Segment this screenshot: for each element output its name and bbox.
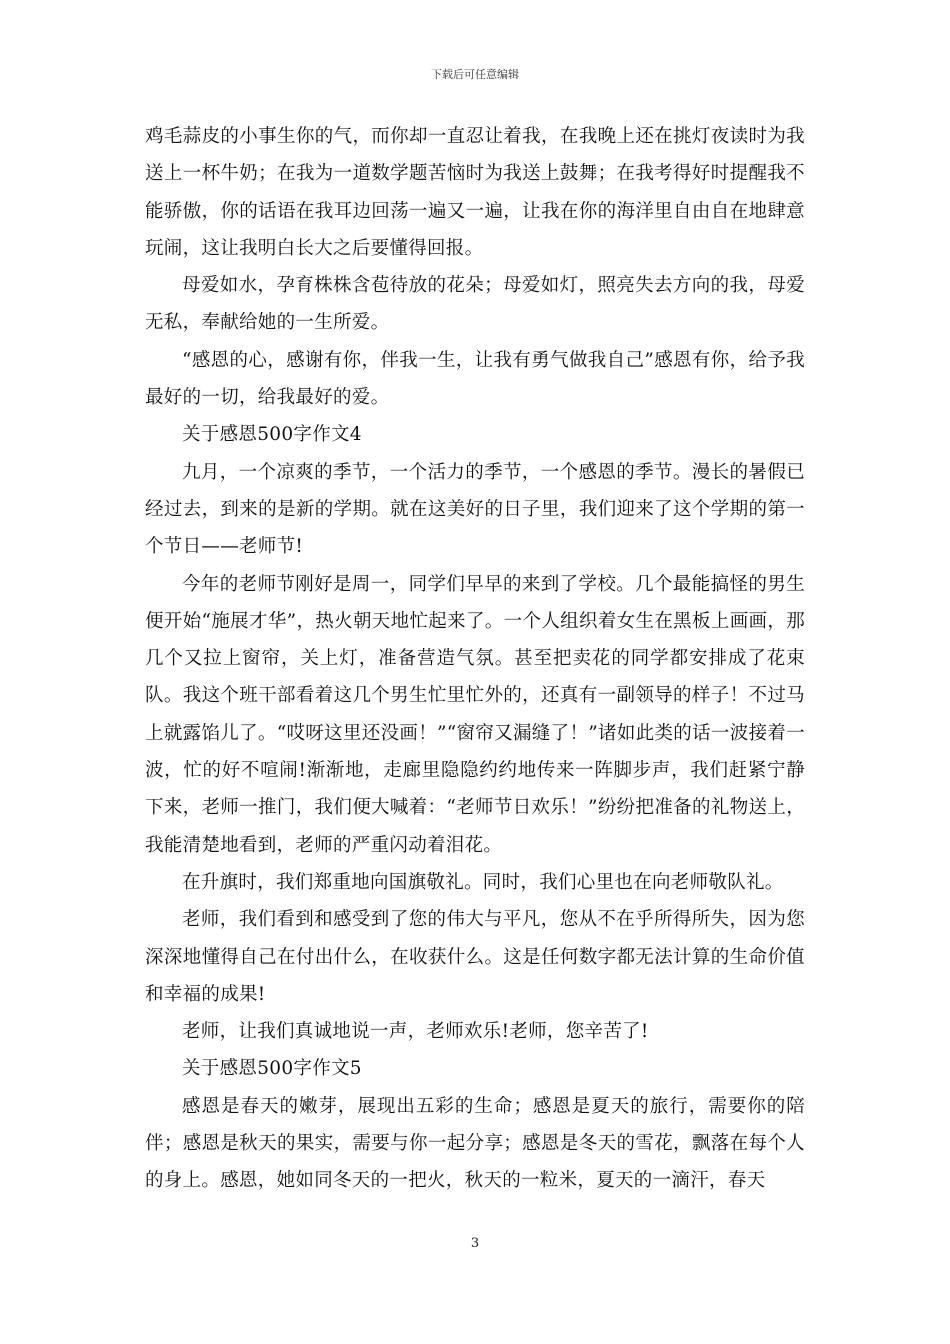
document-body [145, 118, 805, 1200]
section-heading: 关于感恩500字作文5 [182, 1058, 362, 1080]
paragraph: “感恩的心，感谢有你，伴我一生，让我有勇气做我自己”感恩有你，给予我最好的一切，给我最好的爱。 [145, 349, 805, 409]
paragraph: 今年的老师节刚好是周一，同学们早早的来到了学校。几个最能搞怪的男生便开始“施展才华”，热火朝天地忙起来了。一个人组织着女生在黑板上画画，那几个又拉上窗帘，关上灯，准备营造气氛。甚至把卖花的同学都安排成了花束队。我这个班干部看着这几个男生忙里忙外的，还真有一副领导的样子！不过马上就露馅儿了。“哎呀这里还没画！”“窗帘又漏缝了！”诸如此类的话一波接着一波，忙的好不喧闹!渐渐地，走廊里隐隐约约地传来一阵脚步声，我们赶紧宁静下来，老师一推门，我们便大喊着：“老师节日欢乐！”纷纷把准备的礼物送上，我能清楚地看到，老师的严重闪动着泪花。 [145, 573, 805, 856]
paragraph: 在升旗时，我们郑重地向国旗敬礼。同时，我们心里也在向老师敬队礼。 [182, 871, 784, 893]
paragraph: 母爱如水，孕育株株含苞待放的花朵；母爱如灯，照亮失去方向的我，母爱无私，奉献给她的一生所爱。 [145, 275, 805, 334]
paragraph: 老师，我们看到和感受到了您的伟大与平凡，您从不在乎所得所失，因为您深深地懂得自己在付出什么，在收获什么。这是任何数字都无法计算的生命价值和幸福的成果! [145, 909, 805, 1005]
paragraph-continuation: 鸡毛蒜皮的小事生你的气，而你却一直忍让着我，在我晚上还在挑灯夜读时为我送上一杯牛奶；在我为一道数学题苦恼时为我送上鼓舞；在我考得好时提醒我不能骄傲，你的话语在我耳边回荡一遍又一遍，让我在你的海洋里自由自在地肆意玩闹，这让我明白长大之后要懂得回报。 [145, 126, 805, 259]
paragraph: 九月，一个凉爽的季节，一个活力的季节，一个感恩的季节。漫长的暑假已经过去，到来的是新的学期。就在这美好的日子里，我们迎来了这个学期的第一个节日——老师节! [145, 461, 805, 558]
page-number: 3 [470, 1236, 480, 1251]
page-header: 下载后可任意编辑 [431, 68, 519, 81]
paragraph: 感恩是春天的嫩芽，展现出五彩的生命；感恩是夏天的旅行，需要你的陪伴；感恩是秋天的果实，需要与你一起分享；感恩是冬天的雪花，飘落在每个人的身上。感恩，她如同冬天的一把火，秋天的一粒米，夏天的一滴汗，春天 [145, 1095, 805, 1192]
section-heading: 关于感恩500字作文4 [182, 424, 362, 446]
paragraph: 老师，让我们真诚地说一声，老师欢乐!老师，您辛苦了! [182, 1021, 649, 1043]
